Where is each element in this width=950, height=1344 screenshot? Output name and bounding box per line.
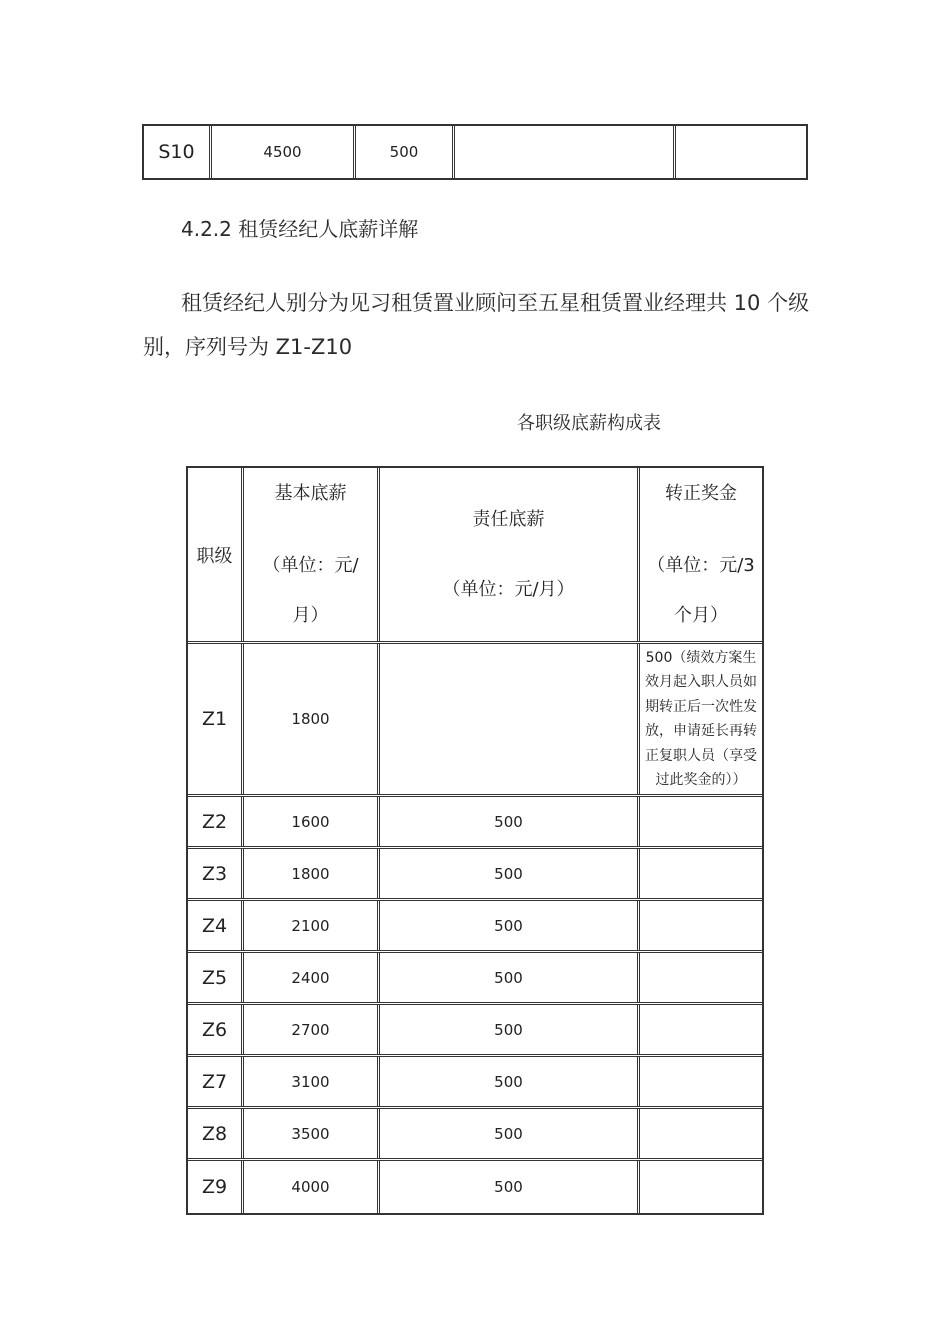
bonus-cell: [640, 1161, 762, 1213]
header-base-title: 基本底薪: [274, 482, 347, 504]
responsibility-salary-cell: 500: [356, 126, 455, 178]
grade-cell: Z7: [188, 1057, 244, 1106]
grade-cell: Z5: [188, 953, 244, 1002]
table-row: [188, 1005, 762, 1057]
grade-cell: Z6: [188, 1005, 244, 1054]
base-salary-cell: 1800: [244, 644, 380, 794]
grade-cell: Z2: [188, 797, 244, 846]
table-row: [188, 797, 762, 849]
grade-cell: Z3: [188, 849, 244, 898]
base-salary-cell: 4000: [244, 1161, 380, 1213]
header-grade: 职级: [188, 468, 244, 641]
responsibility-salary-cell: 500: [380, 1057, 640, 1106]
header-responsibility-salary: [380, 468, 640, 641]
table-row: [188, 953, 762, 1005]
grade-cell: Z9: [188, 1161, 244, 1213]
header-resp-title: 责任底薪: [472, 508, 545, 530]
responsibility-salary-cell: 500: [380, 1161, 640, 1213]
table-row: [188, 849, 762, 901]
bonus-cell: [640, 1057, 762, 1106]
responsibility-salary-cell: 500: [380, 901, 640, 950]
bonus-cell: [640, 953, 762, 1002]
bonus-cell: 500（绩效方案生效月起入职人员如期转正后一次性发放，申请延长再转正复职人员（享受过此奖金的））: [645, 649, 757, 788]
grade-cell: Z8: [188, 1109, 244, 1158]
base-salary-cell: 3100: [244, 1057, 380, 1106]
section-heading: 4.2.2 租赁经纪人底薪详解: [181, 217, 419, 241]
base-salary-cell: 2400: [244, 953, 380, 1002]
grade-cell: Z1: [188, 644, 244, 794]
header-bonus-title: 转正奖金: [665, 482, 737, 504]
base-salary-cell: 3500: [244, 1109, 380, 1158]
bonus-cell: [640, 1109, 762, 1158]
header-base-unit: （单位：元/: [262, 554, 359, 576]
table-row: [188, 1057, 762, 1109]
responsibility-salary-cell: [380, 644, 640, 794]
header-regularization-bonus: [640, 468, 762, 641]
header-base-salary: [244, 468, 380, 641]
header-bonus-unit: （单位：元/3: [647, 554, 755, 576]
responsibility-salary-cell: 500: [380, 797, 640, 846]
responsibility-salary-cell: 500: [380, 849, 640, 898]
base-salary-cell: 2100: [244, 901, 380, 950]
header-bonus-unit-cont: 个月）: [674, 604, 728, 626]
bonus-cell: [640, 901, 762, 950]
table-row: [188, 1109, 762, 1161]
table-row: [188, 644, 762, 797]
grade-cell: Z4: [188, 901, 244, 950]
responsibility-salary-cell: 500: [380, 953, 640, 1002]
base-salary-cell: 4500: [212, 126, 356, 178]
grade-cell: S10: [144, 126, 212, 178]
table-row: [188, 1161, 762, 1213]
table-row: [188, 901, 762, 953]
base-salary-cell: 1600: [244, 797, 380, 846]
previous-table-last-row: [142, 124, 808, 180]
body-paragraph: [143, 281, 813, 369]
empty-cell: [455, 126, 676, 178]
bonus-cell: [640, 849, 762, 898]
header-resp-unit: （单位：元/月）: [442, 578, 575, 600]
responsibility-salary-cell: 500: [380, 1005, 640, 1054]
empty-cell: [676, 126, 806, 178]
paragraph-text: 租赁经纪人别分为见习租赁置业顾问至五星租赁置业经理共 10 个级别，序列号为 Z1-Z10: [143, 291, 810, 359]
responsibility-salary-cell: 500: [380, 1109, 640, 1158]
bonus-cell: [640, 1005, 762, 1054]
table-caption: 各职级底薪构成表: [517, 413, 661, 434]
header-base-unit-cont: 月）: [292, 604, 329, 626]
table-header-row: [188, 468, 762, 644]
salary-structure-table: [186, 466, 764, 1215]
bonus-cell: [640, 797, 762, 846]
base-salary-cell: 1800: [244, 849, 380, 898]
base-salary-cell: 2700: [244, 1005, 380, 1054]
